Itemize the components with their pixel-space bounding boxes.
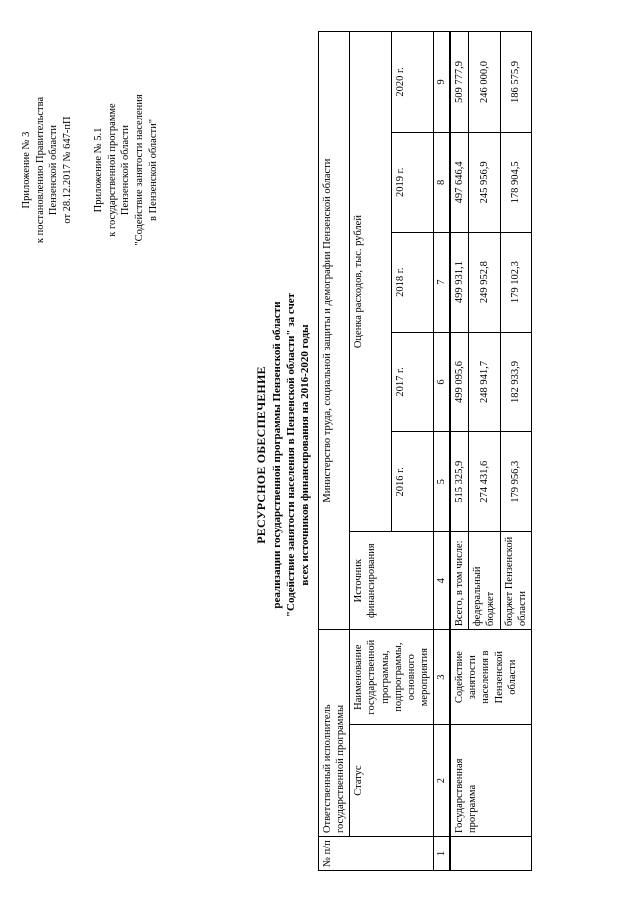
row-value: 179 102,3 [500,232,531,332]
column-number: 5 [434,432,451,532]
header-estimate: Оценка расходов, тыс. рублей [350,32,392,532]
row-source: бюджет Пензенской области [500,532,531,630]
header-source: Источник финансирования [350,532,434,630]
column-number: 6 [434,332,451,432]
row-value: 499 931,1 [450,232,469,332]
row-program-name: Содействие занятости населения в Пензенской области [450,630,531,725]
row-value: 497 646,4 [450,132,469,232]
appendix-line: к государственной программе [106,103,118,237]
appendix-block-decree [20,40,75,300]
header-responsible-value: Министерство труда, социальной защиты и демографии Пензенской области [319,32,350,630]
row-value: 178 904,5 [500,132,531,232]
row-value: 274 431,6 [469,432,500,532]
appendix-block-program [92,40,160,300]
column-number: 2 [434,725,451,837]
column-number: 3 [434,630,451,725]
row-value: 245 956,9 [469,132,500,232]
header-year: 2020 г. [392,32,434,133]
appendix-line: в Пензенской области" [147,119,159,221]
row-value: 249 952,8 [469,232,500,332]
heading-line: всех источников финансирования на 2016-2020 годы [299,324,312,586]
row-source: Всего, в том числе: [450,532,469,630]
header-year: 2019 г. [392,132,434,232]
appendix-line: к постановлению Правительства [34,96,46,244]
appendix-line: Приложение № 5.1 [93,127,104,213]
row-value: 509 777,9 [450,32,469,133]
header-year: 2016 г. [392,432,434,532]
document-heading [254,255,312,655]
column-number: 9 [434,32,451,133]
row-value: 499 095,6 [450,332,469,432]
row-source: федеральный бюджет [469,532,500,630]
row-value: 182 933,9 [500,332,531,432]
appendix-line: Пензенской области [120,124,132,216]
resource-table [318,31,532,871]
row-value: 179 956,3 [500,432,531,532]
row-status: Государственная программа [450,725,531,837]
row-value: 246 000,0 [469,32,500,133]
header-year: 2018 г. [392,232,434,332]
row-value: 186 575,9 [500,32,531,133]
header-year: 2017 г. [392,332,434,432]
column-number: 4 [434,532,451,630]
row-value: 248 941,7 [469,332,500,432]
column-number: 7 [434,232,451,332]
header-responsible: Ответственный исполнитель государственной программы [319,630,350,837]
column-number: 1 [434,837,451,871]
header-name: Наименование государственной программы, подпрограммы, основного мероприятия [350,630,434,725]
column-number: 8 [434,132,451,232]
table-row [450,32,469,871]
header-number: № п/п [319,837,434,871]
appendix-line: Приложение № 3 [21,131,32,209]
row-number-cell [450,837,531,871]
header-status: Статус [350,725,434,837]
appendix-line: "Содействие занятости населения [133,94,145,246]
heading-line: "Содействие занятости населения в Пензенской области" за счет [284,292,297,618]
heading-title: РЕСУРСНОЕ ОБЕСПЕЧЕНИЕ [254,366,268,544]
appendix-line: Пензенской области [48,124,60,216]
row-value: 515 325,9 [450,432,469,532]
appendix-line: от 28.12.2017 № 647-пП [61,116,73,224]
heading-line: реализации государственной программы Пензенской области [270,301,283,609]
